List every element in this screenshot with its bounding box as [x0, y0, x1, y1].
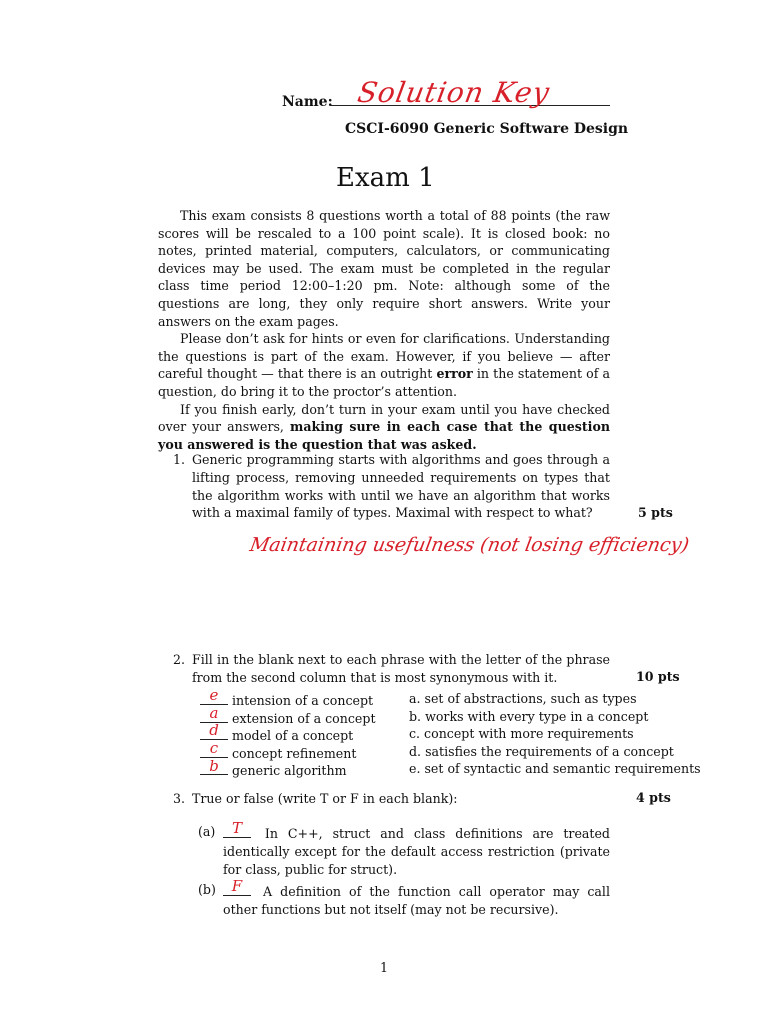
- answer-handwritten: F: [231, 877, 243, 896]
- instructions-p2-text-end: in the statement of a question, do bring it to the proctor’s attention.: [158, 366, 610, 399]
- q3a-item: [223, 819, 610, 878]
- q2-left-phrase: extension of a concept: [232, 710, 376, 726]
- q2-left-phrase: intension of a concept: [232, 693, 374, 708]
- answer-blank[interactable]: [200, 686, 228, 705]
- q1-points: 5 pts: [638, 505, 673, 520]
- q2-right-item: c. concept with more requirements: [409, 726, 634, 742]
- q3a-text: In C++, struct and class definitions are treated identically except for the default access restriction (private for class, public for struct).: [223, 826, 610, 877]
- q2-left-phrase: concept refinement: [232, 745, 357, 761]
- q3a-label: (a): [198, 824, 216, 839]
- answer-handwritten: c: [209, 738, 219, 757]
- q2-right-column: [409, 690, 701, 778]
- q2-left-phrase: generic algorithm: [232, 763, 347, 779]
- q1-text: Generic programming starts with algorithms and goes through a lifting process, removing unneeded requirements on types that the algorithm works with until we have an algorithm that works with a maximal family of types. Maximal with respect to what?: [192, 452, 610, 521]
- instructions-p3: [158, 401, 610, 454]
- q3b-item: [223, 877, 610, 919]
- answer-handwritten: a: [209, 703, 219, 722]
- q2-right-item: b. works with every type in a concept: [409, 708, 649, 724]
- instructions-p2-text: Please don’t ask for hints or even for clarifications. Understanding the questions is part of the exam. However, if you believe — after careful thought — that there is an outright: [158, 331, 610, 382]
- page-number: 1: [380, 960, 389, 975]
- q2-number: 2.: [173, 652, 186, 667]
- q2-text: Fill in the blank next to each phrase with the letter of the phrase from the second column that is most synonymous with it.: [192, 652, 610, 685]
- name-label: Name:: [282, 94, 333, 110]
- name-handwritten: Solution Key: [355, 76, 553, 109]
- course-title: CSCI-6090 Generic Software Design: [345, 121, 629, 137]
- answer-blank[interactable]: [200, 738, 228, 758]
- answer-handwritten: T: [231, 819, 242, 838]
- q1-number: 1.: [173, 452, 186, 467]
- q3-number: 3.: [173, 791, 186, 806]
- answer-blank[interactable]: [200, 721, 228, 740]
- answer-blank[interactable]: [200, 703, 228, 723]
- instructions-p1: This exam consists 8 questions worth a total of 88 points (the raw scores will be rescaled to a 100 point scale). It is closed book: no notes, printed material, computers, calculators, or communicating devices may be used. The exam must be completed in the regular class time period 12:00–1:20 pm. Note: although some of the questions are long, they only require short answers. Write your answers on the exam pages.: [158, 208, 610, 329]
- q2-right-item: a. set of abstractions, such as types: [409, 691, 637, 706]
- q2-right-item: e. set of syntactic and semantic requirements: [409, 761, 701, 777]
- instructions-p3-bold: making sure in each case that the question you answered is the question that was asked.: [158, 419, 610, 452]
- instructions-p3-text: If you finish early, don’t turn in your exam until you have checked over your answers,: [158, 401, 610, 435]
- q2-left-column: [200, 686, 376, 779]
- answer-blank[interactable]: [200, 756, 228, 775]
- exam-title: Exam 1: [336, 163, 435, 193]
- q3b-text: A definition of the function call operator may call other functions but not itself (may not be recursive).: [223, 884, 610, 917]
- answer-blank[interactable]: [223, 877, 251, 896]
- q2-right-item: d. satisfies the requirements of a concept: [409, 743, 674, 759]
- q3b-label: (b): [198, 882, 216, 897]
- answer-handwritten: e: [209, 686, 219, 705]
- instructions-p2: [158, 330, 610, 400]
- instructions-p2-bold: error: [436, 366, 473, 382]
- answer-blank[interactable]: [223, 819, 251, 838]
- q2-points: 10 pts: [636, 669, 680, 684]
- answer-handwritten: d: [209, 721, 219, 740]
- q2-left-item: [200, 756, 376, 779]
- instructions: [158, 207, 610, 453]
- answer-handwritten: b: [209, 756, 219, 775]
- q2-left-phrase: model of a concept: [232, 728, 354, 744]
- q3-text: True or false (write T or F in each blank):: [192, 791, 458, 806]
- q1-handwritten-answer: Maintaining usefulness (not losing efficiency): [248, 534, 691, 556]
- q3-points: 4 pts: [636, 790, 671, 805]
